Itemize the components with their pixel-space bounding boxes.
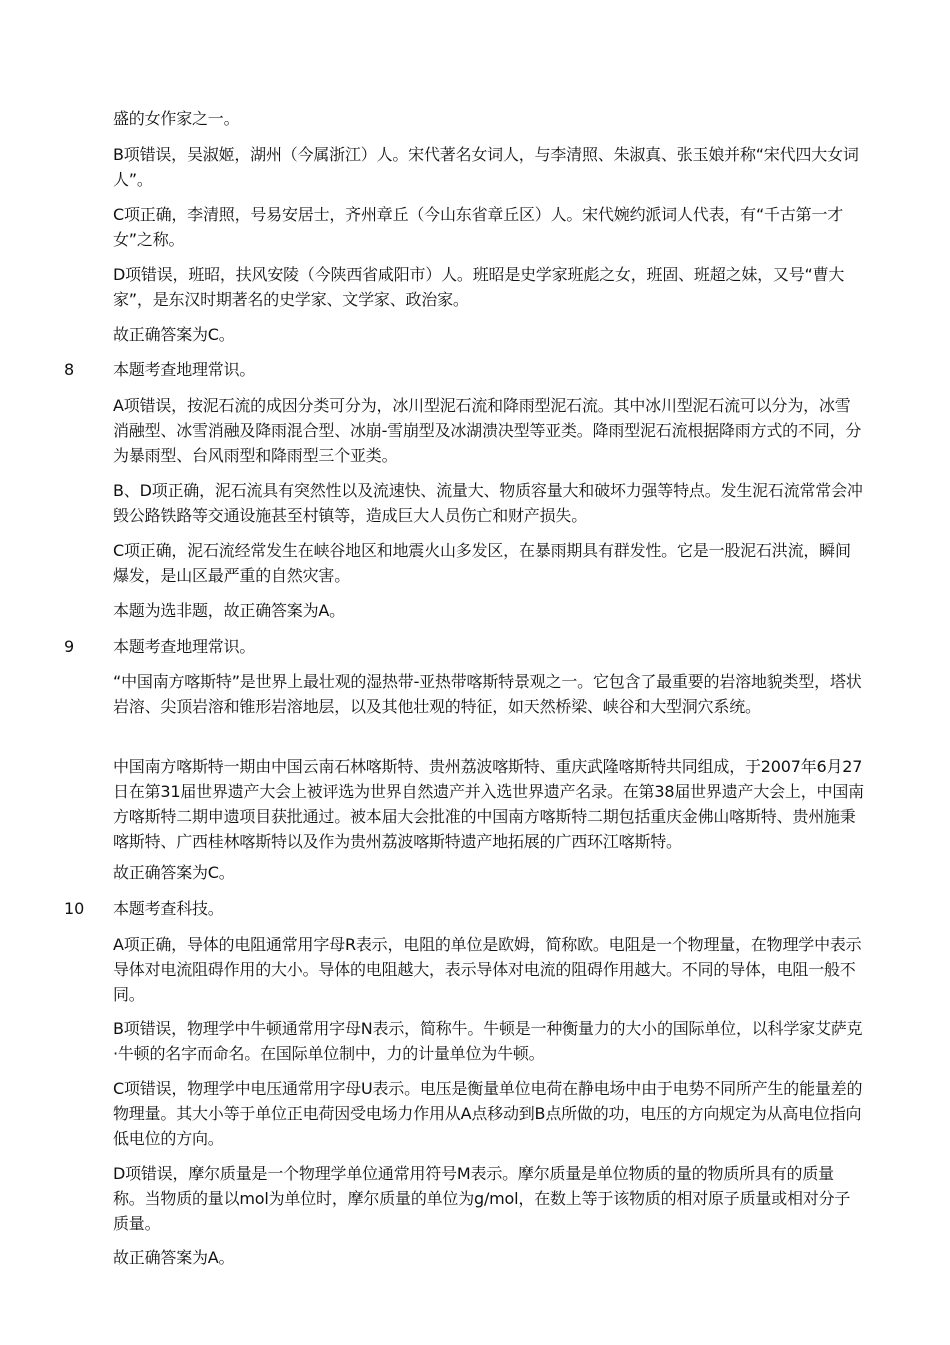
paragraph: A项正确，导体的电阻通常用字母R表示，电阻的单位是欧姆，简称欧。电阻是一个物理量，在物理学中表示导体对电流阻碍作用的大小。导体的电阻越大，表示导体对电流的阻碍作用越大。不同的导体，电阻一般不同。 <box>113 935 862 1004</box>
paragraph: B项错误，物理学中牛顿通常用字母N表示，简称牛。牛顿是一种衡量力的大小的国际单位，以科学家艾萨克·牛顿的名字而命名。在国际单位制中，力的计量单位为牛顿。 <box>113 1019 863 1063</box>
answer-line: 故正确答案为C。 <box>113 863 235 882</box>
paragraph: 中国南方喀斯特一期由中国云南石林喀斯特、贵州荔波喀斯特、重庆武隆喀斯特共同组成，于2007年6月27日在第31届世界遗产大会上被评选为世界自然遗产并入选世界遗产名录。在第38届世界遗产大会上，中国南方喀斯特二期申遗项目获批通过。被本届大会批准的中国南方喀斯特二期包括重庆金佛山喀斯特、贵州施秉喀斯特、广西桂林喀斯特以及作为贵州荔波喀斯特遗产地拓展的广西环江喀斯特。 <box>113 757 864 851</box>
answer-line: 故正确答案为C。 <box>113 325 235 344</box>
paragraph: “中国南方喀斯特”是世界上最壮观的湿热带-亚热带喀斯特景观之一。它包含了最重要的岩溶地貌类型，塔状岩溶、尖顶岩溶和锥形岩溶地层，以及其他壮观的特征，如天然桥梁、峡谷和大型洞穴系统。 <box>113 672 862 716</box>
paragraph: 盛的女作家之一。 <box>113 109 240 128</box>
paragraph: C项错误，物理学中电压通常用字母U表示。电压是衡量单位电荷在静电场中由于电势不同所产生的能量差的物理量。其大小等于单位正电荷因受电场力作用从A点移动到B点所做的功，电压的方向规定为从高电位指向低电位的方向。 <box>113 1079 863 1148</box>
question-topic: 本题考查地理常识。 <box>113 360 256 379</box>
paragraph: C项正确，李清照，号易安居士，齐州章丘（今山东省章丘区）人。宋代婉约派词人代表，有“千古第一才女”之称。 <box>113 205 844 249</box>
paragraph: B、D项正确，泥石流具有突然性以及流速快、流量大、物质容量大和破坏力强等特点。发生泥石流常常会冲毁公路铁路等交通设施甚至村镇等，造成巨大人员伤亡和财产损失。 <box>113 481 863 525</box>
paragraph: C项正确，泥石流经常发生在峡谷地区和地震火山多发区，在暴雨期具有群发性。它是一股泥石洪流，瞬间爆发，是山区最严重的自然灾害。 <box>113 541 851 585</box>
paragraph: B项错误，吴淑姬，湖州（今属浙江）人。宋代著名女词人，与李清照、朱淑真、张玉娘并称“宋代四大女词人”。 <box>113 145 859 189</box>
paragraph: A项错误，按泥石流的成因分类可分为，冰川型泥石流和降雨型泥石流。其中冰川型泥石流可以分为，冰雪消融型、冰雪消融及降雨混合型、冰崩-雪崩型及冰湖溃决型等亚类。降雨型泥石流根据降雨方式的不同，分为暴雨型、台风雨型和降雨型三个亚类。 <box>113 396 862 465</box>
question-number: 8 <box>64 360 75 379</box>
question-number: 10 <box>64 899 85 918</box>
question-number: 9 <box>64 637 75 656</box>
paragraph: D项错误，摩尔质量是一个物理学单位通常用符号M表示。摩尔质量是单位物质的量的物质所具有的质量称。当物质的量以mol为单位时，摩尔质量的单位为g/mol，在数上等于该物质的相对原子质量或相对分子质量。 <box>113 1164 851 1233</box>
answer-line: 故正确答案为A。 <box>113 1248 235 1267</box>
answer-line: 本题为选非题，故正确答案为A。 <box>113 601 345 620</box>
question-topic: 本题考查科技。 <box>113 899 224 918</box>
paragraph: D项错误，班昭，扶风安陵（今陕西省咸阳市）人。班昭是史学家班彪之女，班固、班超之妹，又号“曹大家”，是东汉时期著名的史学家、文学家、政治家。 <box>113 265 845 309</box>
question-topic: 本题考查地理常识。 <box>113 637 256 656</box>
